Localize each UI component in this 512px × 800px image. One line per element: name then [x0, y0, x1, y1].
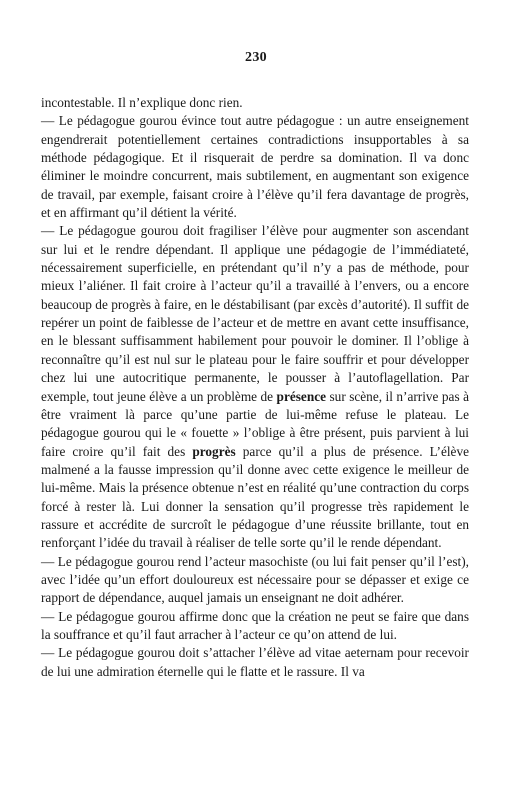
body-text — [41, 94, 469, 681]
paragraph-4: — Le pédagogue gourou rend l’acteur masochiste (ou lui fait penser qu’il l’est), avec l’idée qu’un effort douloureux est nécessaire pour se dépasser et exige ce rapport de dépendance, auquel jamais un enseignant ne doit adhérer. — [41, 553, 469, 606]
paragraph-1: incontestable. Il n’explique donc rien. — [41, 95, 243, 110]
paragraph-5: — Le pédagogue gourou affirme donc que la création ne peut se faire que dans la souffrance et qu’il faut arracher à l’acteur ce qu’on attend de lui. — [41, 608, 469, 642]
paragraph-2: — Le pédagogue gourou évince tout autre pédagogue : un autre enseignement engendrerait potentiellement certaines contradictions insupportables à sa méthode pédagogique. Et il risquerait de perdre sa domination. Il va donc éliminer le moindre concurrent, mais subtilement, en augmentant son exigence de travail, par exemple, faisant croire à l’élève qu’il fera davantage de progrès, et en affirmant qu’il détient la vérité. — [41, 113, 469, 221]
paragraph-3-part-1: — Le pédagogue gourou doit fragiliser l’élève pour augmenter son ascendant sur lui et le rendre dépendant. Il applique une pédagogie de l’immédiateté, nécessairement superficielle, en prétendant qu’il n’y a pas de méthode, pour mieux l’aliéner. Il fait croire à l’acteur qu’il a travaillé à l’envers, ou a encore beaucoup de progrès à faire, en le déstabilisant (par excès d’autorité). Il suffit de repérer un point de faiblesse de l’acteur et de mettre en avant cette insuffisance, en le blessant suffisamment habilement pour pouvoir le dominer. Il l’oblige à reconnaître qu’il est nul sur le plateau pour le faire souffrir et pour développer chez lui une autocritique permanente, le pousser à l’autoflagellation. Par exemple, tout jeune élève a un problème de — [41, 223, 469, 404]
bold-term-presence: présence — [276, 388, 327, 404]
bold-term-progres: progrès — [192, 443, 236, 459]
paragraph-3 — [41, 222, 469, 552]
paragraph-6: — Le pédagogue gourou doit s’attacher l’élève ad vitae aeternam pour recevoir de lui une admiration éternelle qui le flatte et le rassure. Il va — [41, 645, 469, 679]
paragraph-3-part-2: sur scène, il n’arrive pas à être vraiment là parce qu’une partie de lui-même refuse le plateau. Le pédagogue gourou qui le « fouette » l’oblige à être présent, puis parvient à lui faire croire qu’il fait des — [41, 388, 469, 459]
page-number: 230 — [245, 50, 267, 65]
paragraph-3-part-3: parce qu’il a plus de présence. L’élève malmené a la fausse impression qu’il donne avec cette exigence le meilleur de lui-même. Mais la présence obtenue n’est en réalité qu’une contraction du corps forcé à rester là. Lui donner la sensation qu’il progresse très rapidement le rassure et accrédite de surcroît le pédagogue d’une réussite brillante, tout en renforçant l’idée du travail à réaliser de telle sorte qu’il le rende dépendant. — [41, 443, 469, 551]
